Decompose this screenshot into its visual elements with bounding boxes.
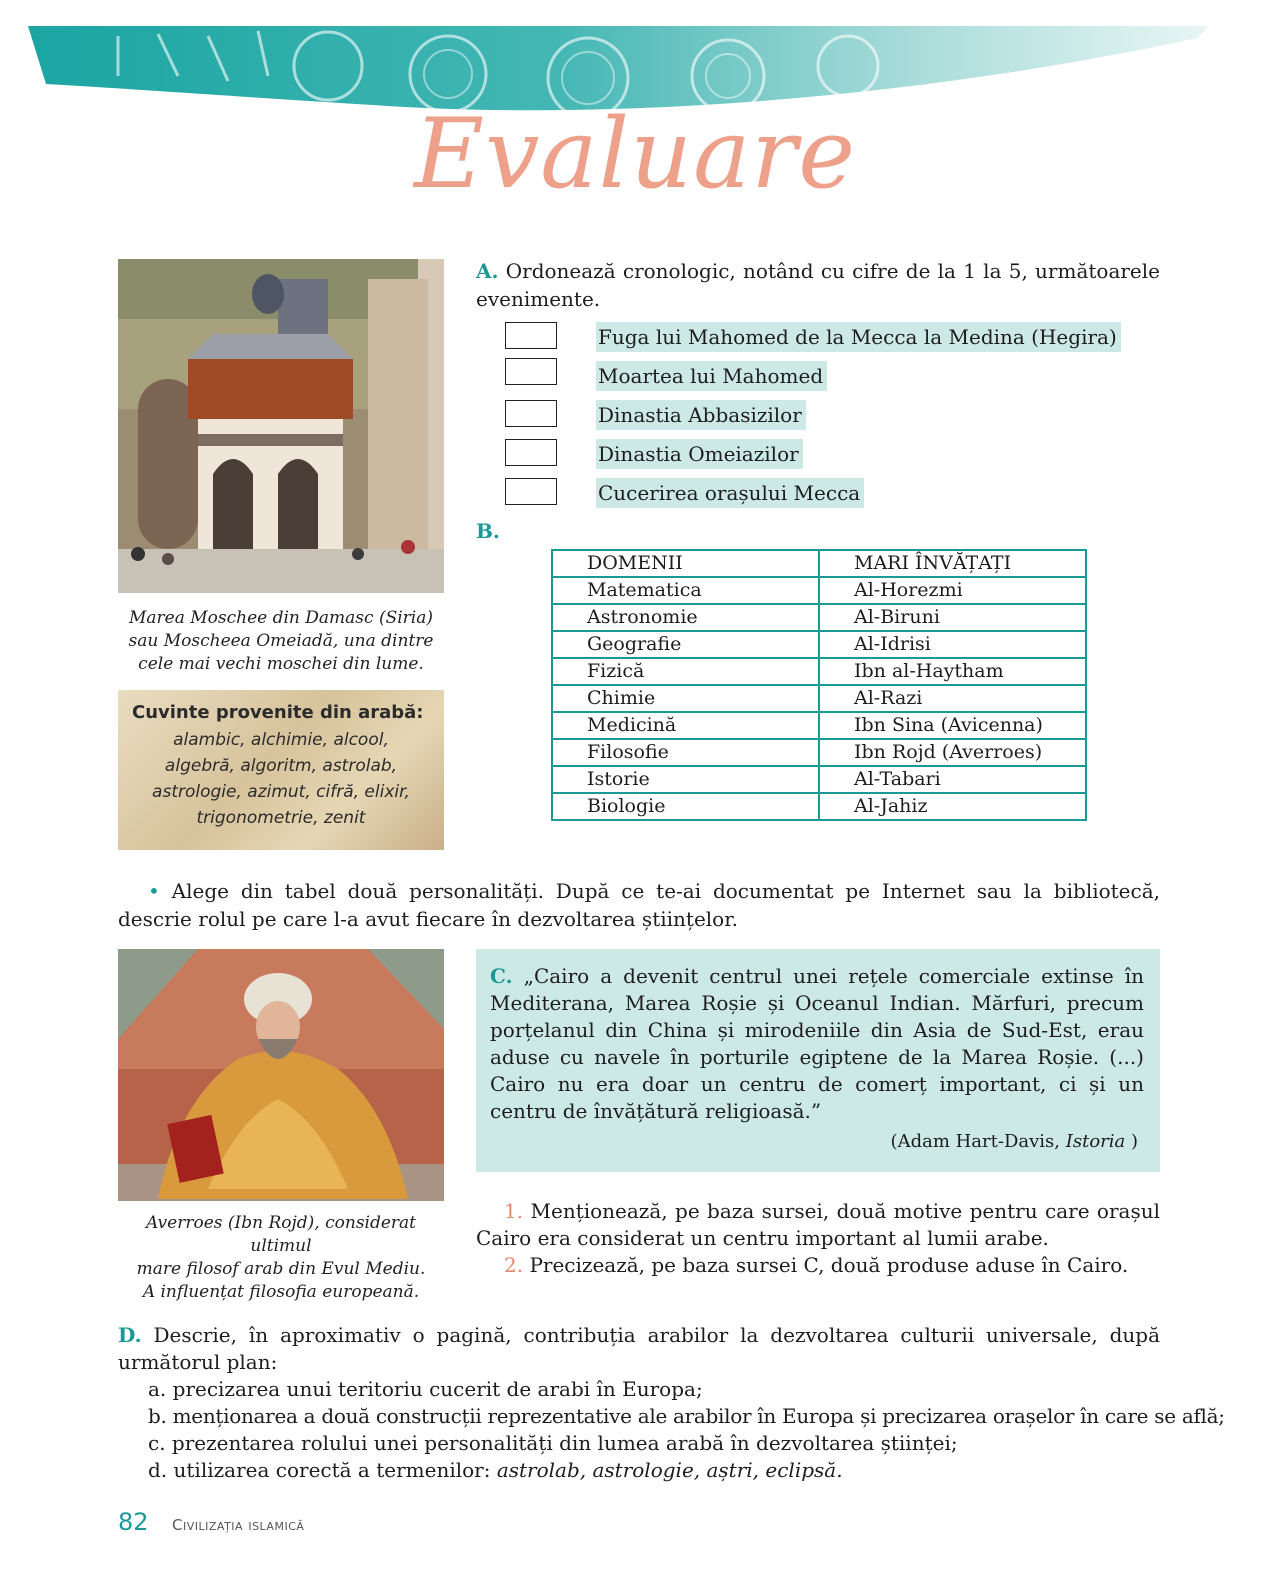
order-box-2[interactable]: [505, 358, 557, 385]
plan-item-d-terms: astrolab, astrologie, aștri, eclipsă.: [496, 1458, 843, 1482]
section-d-label: D.: [118, 1323, 142, 1347]
section-a-instruction: [476, 257, 1160, 313]
source-c-quote-text: „Cairo a devenit centrul unei rețele comerciale extinse în Mediterana, Marea Roșie și Oceanul Indian. Mărfuri, precum porțelanul din China și mirodeniile din Asia de Sud-Est, erau aduse cu navele în porturile egiptene de la Marea Roșie. (...) Cairo nu era doar un centru de comerț important, ci și un centru de învățătură religioasă.”: [490, 964, 1144, 1123]
table-cell: Biologie: [552, 793, 819, 820]
page-number: 82: [118, 1508, 149, 1536]
order-box-5[interactable]: [505, 478, 557, 505]
question-2: [476, 1252, 1160, 1279]
averroes-fresco: [118, 949, 444, 1201]
plan-item: b. menționarea a două construcții reprezentative ale arabilor în Europa și precizarea orașelor în care se află;: [148, 1404, 1225, 1428]
table-cell: Chimie: [552, 685, 819, 712]
table-row: [552, 766, 1086, 793]
averroes-caption-line: Averroes (Ibn Rojd), considerat ultimul: [145, 1213, 417, 1256]
arabic-words-list: [128, 727, 434, 831]
table-header-cell: DOMENII: [552, 550, 819, 577]
mosque-photo: [118, 259, 444, 593]
order-box-3[interactable]: [505, 400, 557, 427]
arabic-words-line: trigonometrie, zenit: [196, 808, 366, 828]
event-3: Dinastia Abbasizilor: [596, 400, 806, 430]
table-row: [552, 739, 1086, 766]
source-c-book-title: Istoria: [1065, 1131, 1126, 1152]
chapter-title: Civilizația islamică: [172, 1516, 305, 1534]
table-cell: Al-Jahiz: [819, 793, 1086, 820]
source-c-box: [476, 949, 1160, 1172]
arabic-words-title: Cuvinte provenite din arabă:: [132, 702, 424, 723]
bullet-icon: •: [148, 879, 160, 903]
table-header-cell: MARI ÎNVĂȚAȚI: [819, 550, 1086, 577]
table-cell: Geografie: [552, 631, 819, 658]
table-row: [552, 577, 1086, 604]
scholars-table: [551, 549, 1087, 821]
source-c-attribution-suffix: ): [1125, 1131, 1138, 1152]
section-b-task: [118, 877, 1160, 933]
averroes-caption-line: mare filosof arab din Evul Mediu.: [136, 1259, 426, 1279]
table-cell: Al-Idrisi: [819, 631, 1086, 658]
section-b-task-text: Alege din tabel două personalități. După ce te-ai documentat pe Internet sau la bibliotecă, descrie rolul pe care l-a avut fiecare în dezvoltarea științelor.: [118, 879, 1161, 931]
question-1-number: 1.: [504, 1199, 524, 1223]
table-cell: Istorie: [552, 766, 819, 793]
section-d-text: Descrie, în aproximativ o pagină, contribuția arabilor la dezvoltarea culturii universale, după următorul plan:: [118, 1323, 1160, 1374]
table-cell: Fizică: [552, 658, 819, 685]
page-title: Evaluare: [413, 98, 856, 210]
question-1-text: Menționează, pe baza sursei, două motive pentru care orașul Cairo era considerat un centru important al lumii arabe.: [476, 1199, 1161, 1250]
order-box-4[interactable]: [505, 439, 557, 466]
table-row: [552, 685, 1086, 712]
event-1: Fuga lui Mahomed de la Mecca la Medina (Hegira): [596, 322, 1121, 352]
event-4: Dinastia Omeiazilor: [596, 439, 803, 469]
table-row: [552, 793, 1086, 820]
table-cell: Ibn Rojd (Averroes): [819, 739, 1086, 766]
table-cell: Ibn al-Haytham: [819, 658, 1086, 685]
section-d: [118, 1322, 1225, 1484]
table-row: [552, 631, 1086, 658]
averroes-caption-line: A influențat filosofia europeană.: [142, 1282, 420, 1302]
arabic-words-box: [118, 690, 444, 850]
source-c-quote: [490, 963, 1144, 1125]
table-cell: Matematica: [552, 577, 819, 604]
arabic-words-line: astrologie, azimut, cifră, elixir,: [152, 782, 410, 802]
source-c-attribution: [490, 1131, 1144, 1152]
table-cell: Filosofie: [552, 739, 819, 766]
event-2: Moartea lui Mahomed: [596, 361, 827, 391]
event-5: Cucerirea orașului Mecca: [596, 478, 864, 508]
plan-item-d-prefix: d. utilizarea corectă a termenilor:: [148, 1458, 497, 1482]
table-cell: Al-Horezmi: [819, 577, 1086, 604]
table-cell: Astronomie: [552, 604, 819, 631]
plan-item-d: [118, 1457, 1160, 1484]
source-c-attribution-prefix: (Adam Hart-Davis,: [890, 1131, 1066, 1152]
table-cell: Al-Razi: [819, 685, 1086, 712]
plan-item: a. precizarea unui teritoriu cucerit de arabi în Europa;: [148, 1377, 703, 1401]
order-box-1[interactable]: [505, 322, 557, 349]
table-cell: Al-Tabari: [819, 766, 1086, 793]
question-2-number: 2.: [504, 1253, 524, 1277]
section-c-label: C.: [490, 964, 513, 988]
section-d-instruction: [118, 1322, 1160, 1376]
question-1: [476, 1198, 1160, 1252]
table-row: [552, 658, 1086, 685]
table-row: [552, 604, 1086, 631]
table-cell: Medicină: [552, 712, 819, 739]
arabic-words-line: alambic, alchimie, alcool,: [173, 730, 389, 750]
table-cell: Ibn Sina (Avicenna): [819, 712, 1086, 739]
averroes-caption: [118, 1212, 444, 1304]
section-a-text: Ordonează cronologic, notând cu cifre de la 1 la 5, următoarele evenimente.: [476, 259, 1161, 311]
question-2-text: Precizează, pe baza sursei C, două produse aduse în Cairo.: [529, 1253, 1129, 1277]
section-b-label: B.: [476, 519, 500, 543]
section-a-label: A.: [476, 259, 499, 283]
arabic-words-line: algebră, algoritm, astrolab,: [164, 756, 398, 776]
table-header-row: [552, 550, 1086, 577]
plan-item: c. prezentarea rolului unei personalități din lumea arabă în dezvoltarea științei;: [148, 1431, 958, 1455]
table-row: [552, 712, 1086, 739]
mosque-photo-caption: Marea Moschee din Damasc (Siria) sau Moscheea Omeiadă, una dintre cele mai vechi moschei din lume.: [128, 608, 434, 674]
table-cell: Al-Biruni: [819, 604, 1086, 631]
